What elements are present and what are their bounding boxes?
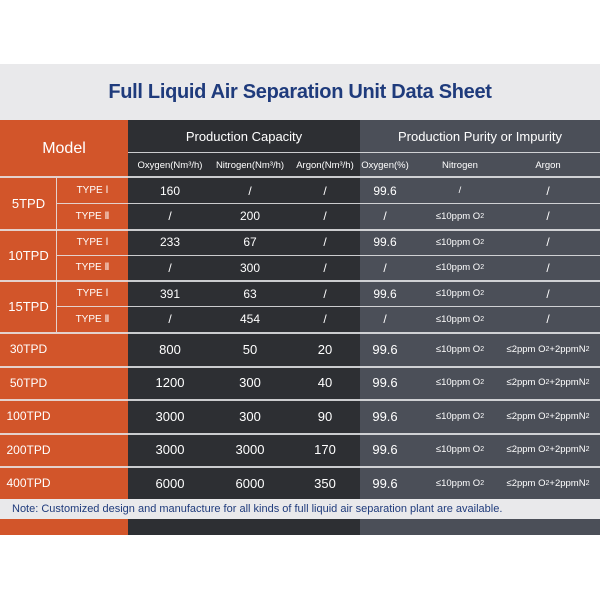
subheader-1: Nitrogen(Nm³/h) <box>215 159 285 171</box>
value-cell: / <box>546 286 550 301</box>
value-cell: 99.6 <box>373 286 397 301</box>
value-cell: / <box>168 209 172 223</box>
value-cell: ≤10ppm O 2 <box>435 444 485 455</box>
value-cell: 50 <box>242 341 258 357</box>
subheader-4: Nitrogen <box>442 159 478 171</box>
value-cell: 3000 <box>155 442 185 457</box>
value-cell: ≤10ppm O 2 <box>435 210 485 222</box>
value-cell: / <box>546 235 550 249</box>
value-cell: 99.6 <box>372 341 398 357</box>
value-cell: / <box>323 312 327 326</box>
value-cell: / <box>546 209 550 223</box>
value-cell: / <box>323 260 327 275</box>
value-cell: / <box>546 183 550 198</box>
value-cell: ≤10ppm O 2 <box>435 313 485 325</box>
subheader-0: Oxygen(Nm³/h) <box>137 159 203 171</box>
value-cell: 6000 <box>235 475 265 491</box>
value-cell: ≤10ppm O 2 <box>435 377 485 388</box>
value-cell: ≤10ppm O 2 <box>435 477 485 489</box>
value-cell: 300 <box>239 375 261 390</box>
value-cell: 233 <box>159 235 181 249</box>
header-model: Model <box>42 139 86 157</box>
value-cell: 90 <box>317 408 333 424</box>
type-label: TYPE Ⅱ <box>75 210 110 222</box>
value-cell: 99.6 <box>372 442 398 457</box>
value-cell: ≤2ppm O 2 +2ppmN 2 <box>506 410 590 422</box>
value-cell: 99.6 <box>372 375 398 390</box>
header-purity: Production Purity or Impurity <box>397 128 562 144</box>
value-cell: 67 <box>243 235 257 249</box>
model-label: 5TPD <box>11 196 46 211</box>
model-label: 200TPD <box>6 442 51 457</box>
value-cell: ≤2ppm O 2 +2ppmN 2 <box>506 377 590 388</box>
value-cell: / <box>168 260 172 275</box>
value-cell: 99.6 <box>372 408 398 424</box>
header-capacity: Production Capacity <box>185 128 303 144</box>
value-cell: 200 <box>239 209 261 223</box>
value-cell: / <box>323 235 327 249</box>
value-cell: 160 <box>159 183 181 198</box>
value-cell: ≤2ppm O 2 +2ppmN 2 <box>506 343 590 355</box>
data-sheet-table <box>0 120 600 535</box>
value-cell: / <box>323 209 327 223</box>
model-label: 30TPD <box>9 342 48 356</box>
value-cell: / <box>383 260 387 275</box>
value-cell: 800 <box>159 341 181 357</box>
value-cell: / <box>458 185 462 196</box>
value-cell: / <box>383 312 387 326</box>
value-cell: / <box>168 312 172 326</box>
value-cell: / <box>323 183 327 198</box>
value-cell: 391 <box>159 286 181 301</box>
page-title: Full Liquid Air Separation Unit Data Sheet <box>108 80 492 103</box>
value-cell: 63 <box>243 286 257 301</box>
subheader-5: Argon <box>535 159 561 171</box>
model-label: 100TPD <box>6 409 51 423</box>
value-cell: 170 <box>314 442 336 457</box>
value-cell: 454 <box>239 312 261 326</box>
value-cell: 300 <box>239 408 261 424</box>
value-cell: / <box>383 209 387 223</box>
footnote: Note: Customized design and manufacture for all kinds of full liquid air separation plant are available. <box>0 499 600 519</box>
value-cell: 20 <box>317 341 333 357</box>
value-cell: 40 <box>317 375 333 390</box>
value-cell: 99.6 <box>373 235 397 249</box>
model-label: 15TPD <box>8 299 49 314</box>
value-cell: / <box>323 286 327 301</box>
title-bar <box>0 64 600 120</box>
value-cell: ≤10ppm O 2 <box>435 343 485 355</box>
value-cell: ≤10ppm O 2 <box>435 262 485 273</box>
value-cell: 3000 <box>235 442 265 457</box>
value-cell: 300 <box>239 260 261 275</box>
type-label: TYPE Ⅰ <box>76 288 109 299</box>
value-cell: ≤2ppm O 2 +2ppmN 2 <box>506 477 590 489</box>
value-cell: 350 <box>314 475 336 491</box>
type-label: TYPE Ⅱ <box>75 262 110 273</box>
value-cell: 99.6 <box>373 183 397 198</box>
value-cell: / <box>546 260 550 275</box>
model-label: 400TPD <box>6 476 51 490</box>
type-label: TYPE Ⅰ <box>76 185 109 196</box>
model-label: 10TPD <box>8 247 49 263</box>
value-cell: ≤10ppm O 2 <box>435 410 485 422</box>
value-cell: ≤10ppm O 2 <box>435 288 485 299</box>
value-cell: ≤10ppm O 2 <box>435 236 485 248</box>
type-label: TYPE Ⅰ <box>76 236 109 248</box>
subheader-2: Argon(Nm³/h) <box>296 159 354 171</box>
value-cell: 99.6 <box>372 475 398 491</box>
type-label: TYPE Ⅱ <box>75 313 110 325</box>
value-cell: ≤2ppm O 2 +2ppmN 2 <box>506 444 590 455</box>
value-cell: 6000 <box>155 475 185 491</box>
model-label: 50TPD <box>9 375 48 390</box>
subheader-3: Oxygen(%) <box>361 159 409 171</box>
value-cell: 1200 <box>155 375 185 390</box>
value-cell: / <box>546 312 550 326</box>
value-cell: 3000 <box>155 408 185 424</box>
value-cell: / <box>248 183 252 198</box>
